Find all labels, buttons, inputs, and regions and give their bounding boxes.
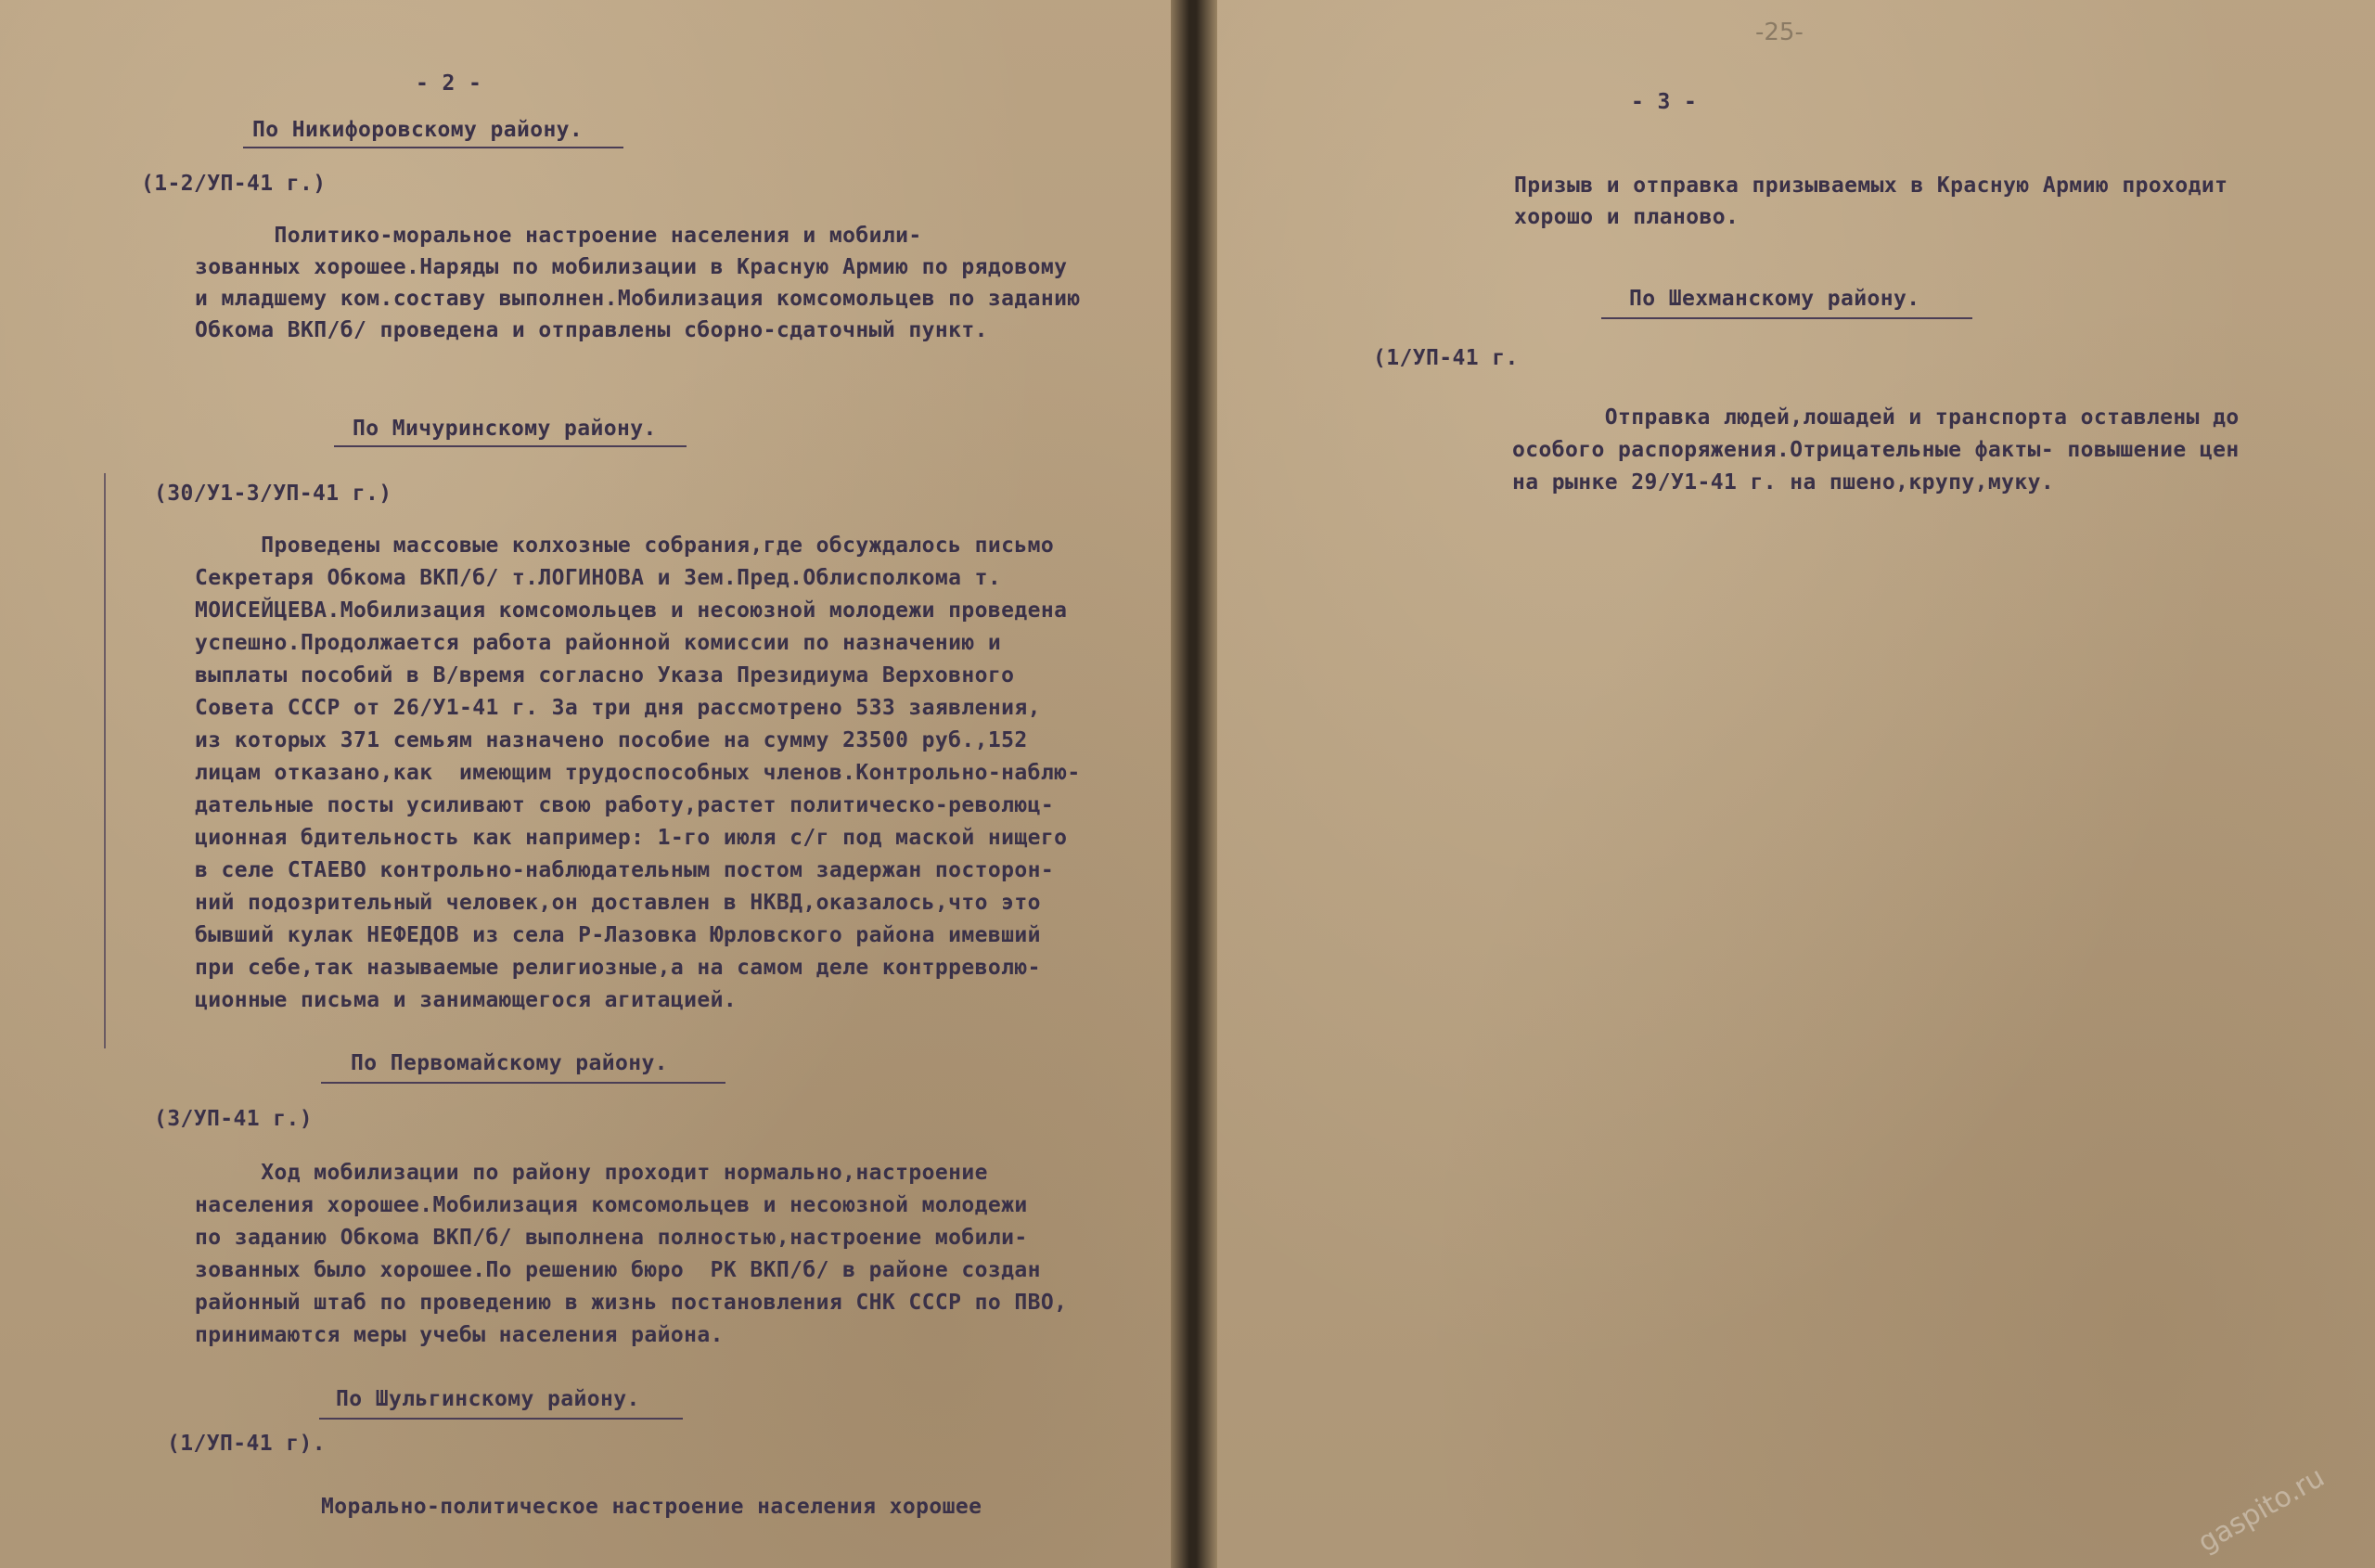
paragraph-line: из которых 371 семьям назначено пособие на сумму 23500 руб.,152 (195, 728, 1028, 752)
right-page (1217, 0, 2375, 1568)
paragraph-line: успешно.Продолжается работа районной комиссии по назначению и (195, 631, 1002, 655)
section-date: (1/УП-41 г. (1373, 346, 1519, 370)
paragraph-line: при себе,так называемые религиозные,а на самом деле контрреволю- (195, 956, 1041, 980)
page-number: - 2 - (416, 71, 482, 96)
paragraph-line: и младшему ком.составу выполнен.Мобилизация комсомольцев по заданию (195, 287, 1081, 311)
section-date: (1-2/УП-41 г.) (141, 172, 327, 196)
heading-underline (1601, 317, 1972, 319)
paragraph-line: лицам отказано,как имеющим трудоспособных членов.Контрольно-наблю- (195, 761, 1081, 785)
paragraph-line: зованных хорошее.Наряды по мобилизации в Красную Армию по рядовому (195, 255, 1068, 279)
paragraph-line: Секретаря Обкома ВКП/б/ т.ЛОГИНОВА и Зем.Пред.Облисполкома т. (195, 566, 1002, 590)
paragraph-line: дательные посты усиливают свою работу,растет политическо-революц- (195, 793, 1055, 817)
section-date: (30/У1-3/УП-41 г.) (154, 482, 392, 506)
section-heading: По Первомайскому району. (351, 1051, 668, 1075)
page-number: - 3 - (1631, 90, 1698, 114)
paragraph-line: зованных было хорошее.По решению бюро РК ВКП/б/ в районе создан (195, 1258, 1041, 1282)
page-gutter (1171, 0, 1217, 1568)
paragraph-line: Ход мобилизации по району проходит нормально,настроение (195, 1161, 988, 1185)
section-date: (1/УП-41 г). (167, 1432, 326, 1456)
left-page (0, 0, 1171, 1568)
paragraph-line: Политико-моральное настроение населения и мобили- (195, 224, 922, 248)
watermark: gaspito.ru (2192, 1460, 2330, 1560)
paragraph-line: особого распоряжения.Отрицательные факты- повышение цен (1512, 438, 2240, 462)
archive-number: -25- (1755, 19, 1804, 46)
paragraph-line: населения хорошее.Мобилизация комсомольцев и несоюзной молодежи (195, 1193, 1028, 1217)
paragraph-line: ционная бдительность как например: 1-го июля с/г под маской нищего (195, 826, 1068, 850)
section-date: (3/УП-41 г.) (154, 1107, 313, 1131)
heading-underline (334, 445, 687, 447)
paragraph-line: по заданию Обкома ВКП/б/ выполнена полностью,настроение мобили- (195, 1226, 1028, 1250)
paragraph-line: Отправка людей,лошадей и транспорта оставлены до (1512, 405, 2240, 430)
heading-underline (319, 1418, 683, 1420)
section-heading: По Никифоровскому району. (252, 118, 584, 142)
paragraph-line: хорошо и планово. (1514, 205, 1740, 229)
heading-underline (243, 147, 623, 148)
paragraph-line: на рынке 29/У1-41 г. на пшено,крупу,муку. (1512, 470, 2055, 495)
paragraph-line: ционные письма и занимающегося агитацией. (195, 988, 738, 1012)
paragraph-line: ний подозрительный человек,он доставлен в НКВД,оказалось,что это (195, 891, 1041, 915)
heading-underline (321, 1082, 725, 1084)
paragraph-line: районный штаб по проведению в жизнь постановления СНК СССР по ПВО, (195, 1291, 1068, 1315)
paragraph-line: Призыв и отправка призываемых в Красную Армию проходит (1514, 174, 2228, 198)
paragraph-line: Совета СССР от 26/У1-41 г. За три дня рассмотрено 533 заявления, (195, 696, 1041, 720)
paragraph-line: МОИСЕЙЦЕВА.Мобилизация комсомольцев и несоюзной молодежи проведена (195, 598, 1068, 623)
paragraph-line: бывший кулак НЕФЕДОВ из села Р-Лазовка Юрловского района имевший (195, 923, 1041, 947)
margin-mark (104, 473, 106, 1048)
paragraph-line: Проведены массовые колхозные собрания,где обсуждалось письмо (195, 533, 1055, 558)
paragraph-line: Морально-политическое настроение населения хорошее (321, 1495, 982, 1519)
paragraph-line: Обкома ВКП/б/ проведена и отправлены сборно-сдаточный пункт. (195, 318, 988, 342)
section-heading: По Шульгинскому району. (336, 1387, 640, 1411)
paragraph-line: выплаты пособий в В/время согласно Указа Президиума Верховного (195, 663, 1015, 688)
section-heading: По Мичуринскому району. (353, 417, 657, 441)
paragraph-line: в селе СТАЕВО контрольно-наблюдательным постом задержан посторон- (195, 858, 1055, 882)
paragraph-line: принимаются меры учебы населения района. (195, 1323, 724, 1347)
section-heading: По Шехманскому району. (1629, 287, 1920, 311)
